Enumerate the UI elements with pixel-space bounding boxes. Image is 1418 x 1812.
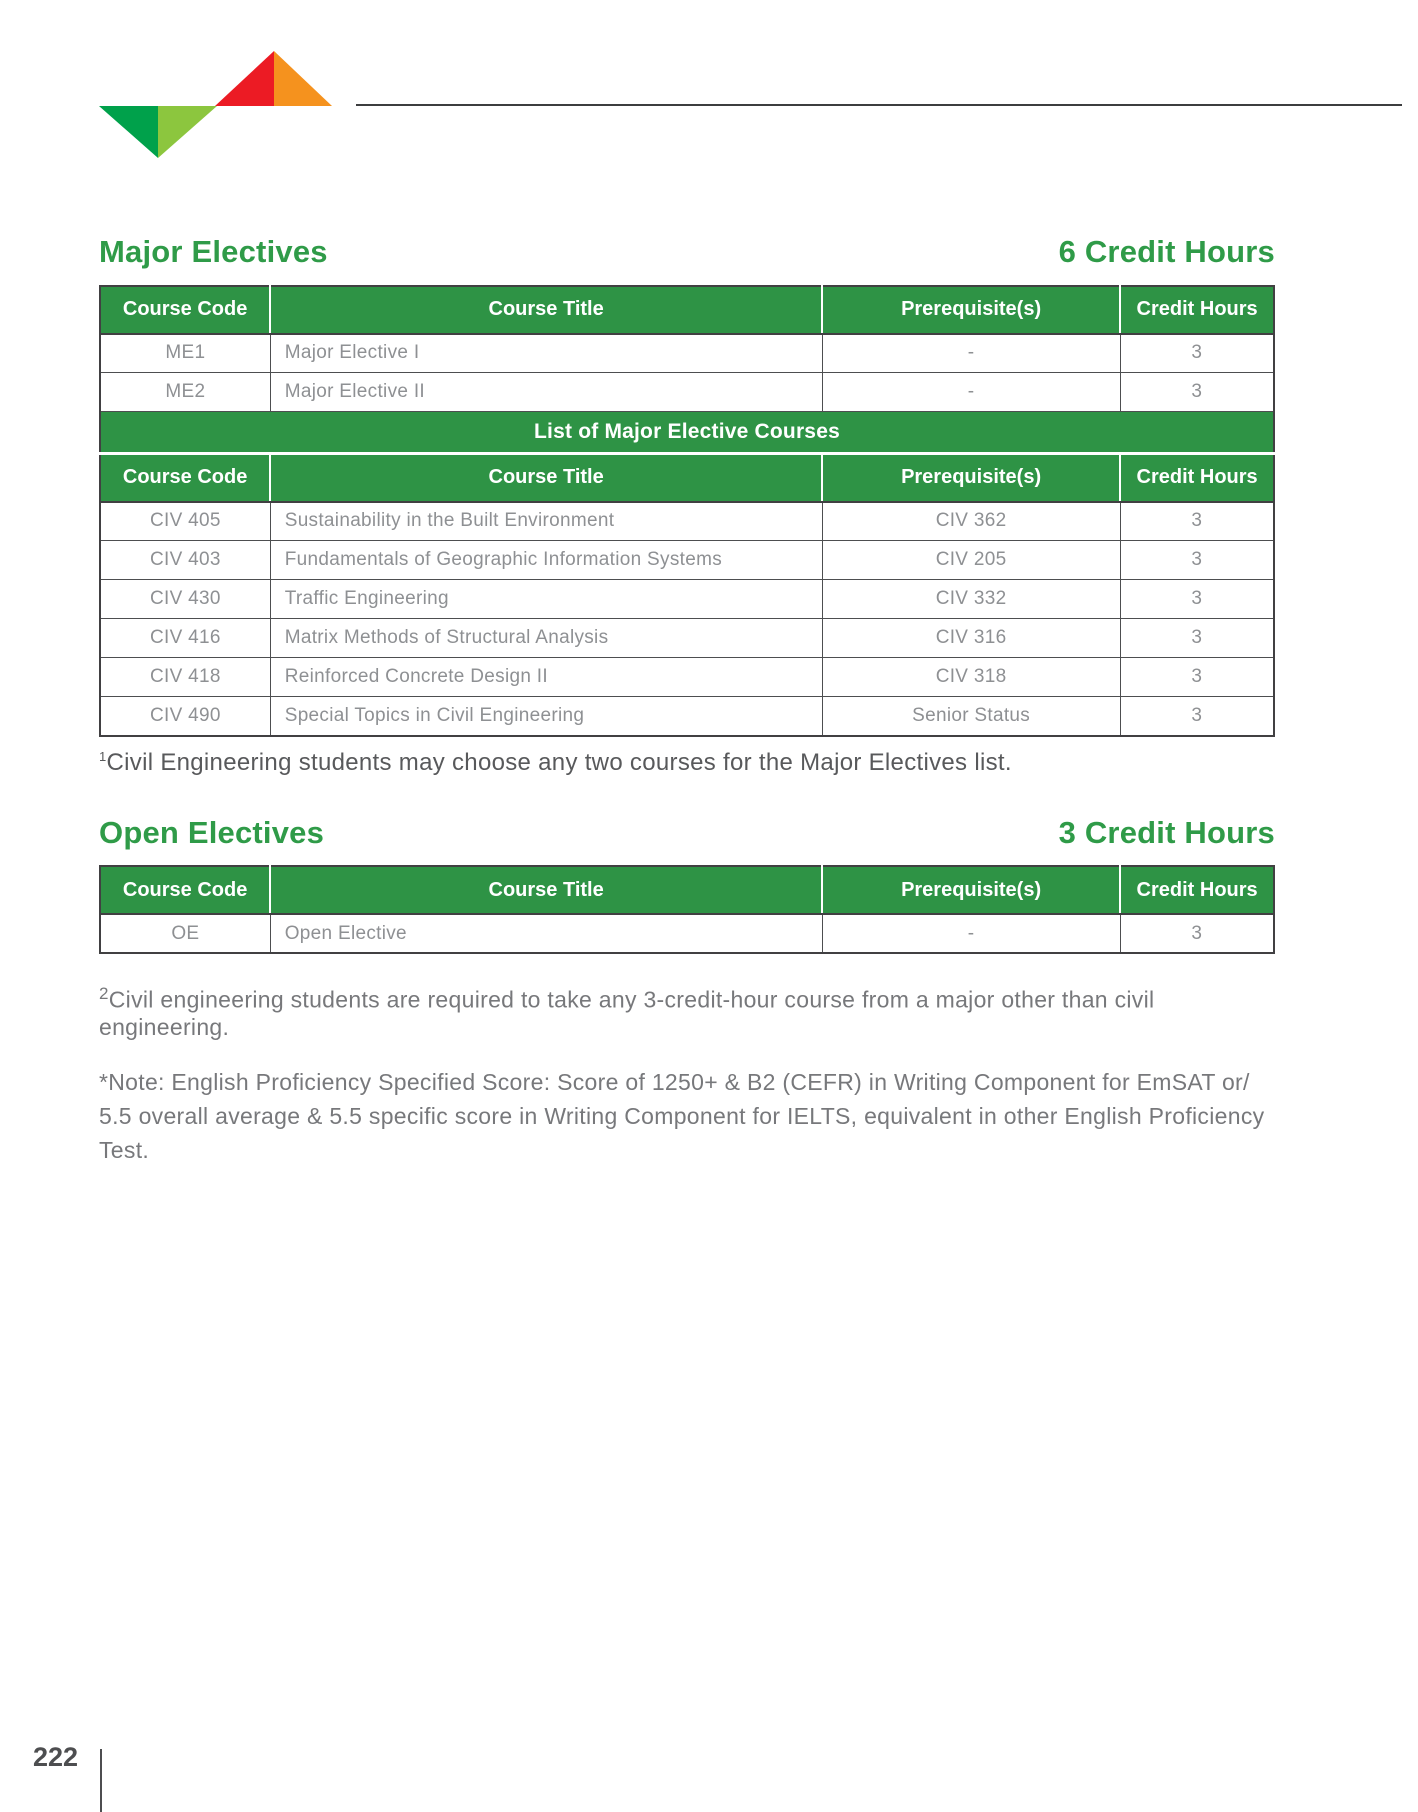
cell-prerequisite: CIV 362 (822, 502, 1120, 541)
footnote-text: Civil Engineering students may choose any two courses for the Major Electives list. (106, 748, 1012, 776)
cell-credit-hours: 3 (1120, 914, 1274, 953)
cell-credit-hours: 3 (1120, 502, 1274, 541)
column-header-course-code: Course Code (100, 866, 270, 914)
major-electives-footnote (99, 749, 1275, 777)
open-electives-table (99, 865, 1275, 954)
table-header-row (100, 866, 1274, 914)
cell-course-title: Major Elective I (270, 334, 822, 373)
header-divider-line (356, 104, 1402, 106)
cell-course-title: Sustainability in the Built Environment (270, 502, 822, 541)
major-electives-table (99, 285, 1275, 737)
cell-course-title: Open Elective (270, 914, 822, 953)
open-electives-credit-hours: 3 Credit Hours (1058, 814, 1275, 850)
open-electives-title: Open Electives (99, 814, 325, 850)
cell-course-title: Traffic Engineering (270, 580, 822, 619)
cell-prerequisite: CIV 318 (822, 658, 1120, 697)
cell-prerequisite: CIV 332 (822, 580, 1120, 619)
column-header-prerequisites: Prerequisite(s) (822, 454, 1120, 502)
logo-dark-green-triangle (99, 106, 158, 158)
major-electives-credit-hours: 6 Credit Hours (1058, 234, 1275, 269)
cell-prerequisite: - (822, 373, 1120, 412)
table-row (100, 334, 1274, 373)
major-electives-heading-row (99, 236, 1275, 269)
table-banner-row (100, 412, 1274, 454)
cell-prerequisite: - (822, 334, 1120, 373)
cell-course-code: CIV 403 (100, 541, 270, 580)
cell-course-title: Special Topics in Civil Engineering (270, 697, 822, 736)
cell-course-code: ME1 (100, 334, 270, 373)
cell-course-code: ME2 (100, 373, 270, 412)
column-header-prerequisites: Prerequisite(s) (822, 866, 1120, 914)
footer-divider-line (100, 1749, 102, 1812)
column-header-course-title: Course Title (270, 454, 822, 502)
list-of-major-elective-courses-banner: List of Major Elective Courses (100, 412, 1274, 454)
page-content (99, 236, 1275, 1167)
open-electives-heading-row (99, 814, 1275, 850)
table-row (100, 541, 1274, 580)
table-row (100, 502, 1274, 541)
table-row (100, 914, 1274, 953)
column-header-course-title: Course Title (270, 866, 822, 914)
cell-course-code: OE (100, 914, 270, 953)
cell-course-code: CIV 405 (100, 502, 270, 541)
column-header-course-code: Course Code (100, 286, 270, 334)
cell-course-code: CIV 490 (100, 697, 270, 736)
cell-course-code: CIV 418 (100, 658, 270, 697)
table-row (100, 580, 1274, 619)
cell-credit-hours: 3 (1120, 658, 1274, 697)
logo-light-green-triangle (158, 106, 217, 158)
cell-credit-hours: 3 (1120, 697, 1274, 736)
major-electives-title: Major Electives (99, 234, 328, 269)
table-row (100, 697, 1274, 736)
geometric-triangles-logo (99, 51, 332, 158)
footnote-text: Civil engineering students are required to take any 3-credit-hour course from a major other than civil engineering. (99, 986, 1155, 1040)
open-electives-footnote (99, 984, 1275, 1041)
cell-course-title: Matrix Methods of Structural Analysis (270, 619, 822, 658)
cell-prerequisite: CIV 205 (822, 541, 1120, 580)
table-header-row (100, 286, 1274, 334)
table-row (100, 373, 1274, 412)
table-row (100, 619, 1274, 658)
page-number: 222 (33, 1742, 79, 1772)
cell-credit-hours: 3 (1120, 619, 1274, 658)
column-header-course-code: Course Code (100, 454, 270, 502)
cell-course-title: Reinforced Concrete Design II (270, 658, 822, 697)
cell-course-code: CIV 416 (100, 619, 270, 658)
cell-course-title: Major Elective II (270, 373, 822, 412)
table-row (100, 658, 1274, 697)
cell-credit-hours: 3 (1120, 580, 1274, 619)
footnote-superscript-1: 1 (99, 748, 107, 764)
cell-prerequisite: CIV 316 (822, 619, 1120, 658)
column-header-credit-hours: Credit Hours (1120, 866, 1274, 914)
english-proficiency-note: *Note: English Proficiency Specified Score: Score of 1250+ & B2 (CEFR) in Writing Component for EmSAT or/ 5.5 overall average & 5.5 specific score in Writing Component for IELTS, equivalent in other English Proficiency Test. (99, 1068, 1265, 1163)
column-header-course-title: Course Title (270, 286, 822, 334)
cell-course-title: Fundamentals of Geographic Information Systems (270, 541, 822, 580)
logo-orange-triangle (274, 51, 332, 106)
table-header-row (100, 454, 1274, 502)
cell-credit-hours: 3 (1120, 541, 1274, 580)
cell-prerequisite: Senior Status (822, 697, 1120, 736)
column-header-credit-hours: Credit Hours (1120, 454, 1274, 502)
logo-red-triangle (215, 51, 274, 106)
cell-course-code: CIV 430 (100, 580, 270, 619)
column-header-credit-hours: Credit Hours (1120, 286, 1274, 334)
footnote-superscript-2: 2 (99, 984, 109, 1004)
cell-credit-hours: 3 (1120, 373, 1274, 412)
cell-prerequisite: - (822, 914, 1120, 953)
cell-credit-hours: 3 (1120, 334, 1274, 373)
column-header-prerequisites: Prerequisite(s) (822, 286, 1120, 334)
